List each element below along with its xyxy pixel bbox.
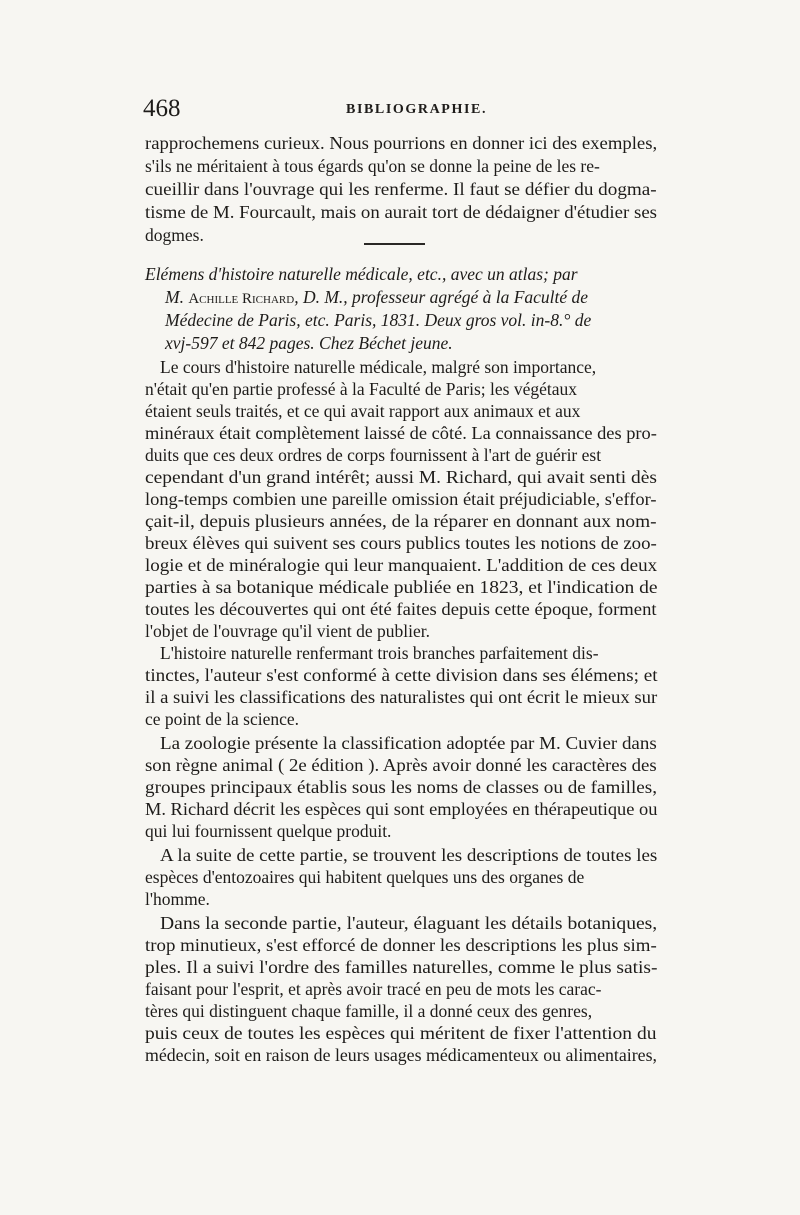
intro-line: dogmes.	[145, 225, 204, 245]
body-line: son règne animal ( 2e édition ). Après avoir donné les caractères des	[145, 755, 657, 775]
body-line: l'homme.	[145, 889, 210, 909]
body-line: toutes les découvertes qui ont été faites depuis cette époque, forment	[145, 599, 657, 619]
body-line: il a suivi les classifications des naturalistes qui ont écrit le mieux sur	[145, 687, 658, 707]
body-line: minéraux était complètement laissé de côté. La connaissance des pro-	[145, 423, 657, 443]
citation-line: Elémens d'histoire naturelle médicale, etc., avec un atlas; par	[145, 264, 578, 284]
body-line: Dans la seconde partie, l'auteur, élaguant les détails botaniques,	[160, 913, 658, 933]
body-line: A la suite de cette partie, se trouvent les descriptions de toutes les	[160, 845, 658, 865]
citation-line: xvj-597 et 842 pages. Chez Béchet jeune.	[165, 333, 453, 353]
body-line: faisant pour l'esprit, et après avoir tracé en peu de mots les carac-	[145, 979, 602, 999]
body-line: médecin, soit en raison de leurs usages médicamenteux ou alimentaires,	[145, 1045, 657, 1065]
body-line: çait-il, depuis plusieurs années, de la réparer en donnant aux nom-	[145, 511, 657, 531]
section-separator	[364, 243, 425, 245]
body-line: cependant d'un grand intérêt; aussi M. Richard, qui avait senti dès	[145, 467, 657, 487]
citation-author: Achille Richard	[188, 291, 295, 307]
intro-line: s'ils ne méritaient à tous égards qu'on se donne la peine de les re-	[145, 156, 600, 176]
body-line: ples. Il a suivi l'ordre des familles naturelles, comme le plus satis-	[145, 957, 658, 977]
body-line: trop minutieux, s'est efforcé de donner les descriptions les plus sim-	[145, 935, 657, 955]
citation-prefix: M.	[165, 287, 189, 307]
body-line: étaient seuls traités, et ce qui avait rapport aux animaux et aux	[145, 401, 581, 421]
intro-line: rapprochemens curieux. Nous pourrions en donner ici des exemples,	[145, 133, 658, 153]
body-line: espèces d'entozoaires qui habitent quelques uns des organes de	[145, 867, 585, 887]
body-line: tères qui distinguent chaque famille, il a donné ceux des genres,	[145, 1001, 593, 1021]
intro-line: tisme de M. Fourcault, mais on aurait tort de dédaigner d'étudier ses	[145, 202, 658, 222]
body-line: Le cours d'histoire naturelle médicale, malgré son importance,	[160, 357, 597, 377]
body-line: duits que ces deux ordres de corps fournissent à l'art de guérir est	[145, 445, 602, 465]
body-line: l'objet de l'ouvrage qu'il vient de publier.	[145, 621, 431, 641]
body-line: puis ceux de toutes les espèces qui méritent de fixer l'attention du	[145, 1023, 657, 1043]
intro-line: cueillir dans l'ouvrage qui les renferme. Il faut se défier du dogma-	[145, 179, 657, 199]
body-line: parties à sa botanique médicale publiée en 1823, et l'indication de	[145, 577, 658, 597]
body-line: breux élèves qui suivent ses cours publics toutes les notions de zoo-	[145, 533, 657, 553]
page-number: 468	[143, 95, 181, 122]
citation-line	[165, 287, 588, 310]
body-line: n'était qu'en partie professé à la Faculté de Paris; les végétaux	[145, 379, 577, 399]
citation-line: Médecine de Paris, etc. Paris, 1831. Deux gros vol. in-8.° de	[165, 310, 592, 330]
body-line: groupes principaux établis sous les noms de classes ou de familles,	[145, 777, 658, 797]
body-line: logie et de minéralogie qui leur manquaient. L'addition de ces deux	[145, 555, 658, 575]
citation-credentials: , D. M., professeur agrégé à la Faculté de	[294, 287, 589, 307]
body-line: L'histoire naturelle renfermant trois branches parfaitement dis-	[160, 643, 599, 663]
body-line: long-temps combien une pareille omission était préjudiciable, s'effor-	[145, 489, 657, 509]
body-line: tinctes, l'auteur s'est conformé à cette division dans ses élémens; et	[145, 665, 658, 685]
body-line: ce point de la science.	[145, 709, 300, 729]
running-title: BIBLIOGRAPHIE.	[346, 102, 488, 117]
body-line: La zoologie présente la classification adoptée par M. Cuvier dans	[160, 733, 657, 753]
page-header	[143, 95, 658, 125]
body-line: M. Richard décrit les espèces qui sont employées en thérapeutique ou	[145, 799, 658, 819]
body-line: qui lui fournissent quelque produit.	[145, 821, 392, 841]
